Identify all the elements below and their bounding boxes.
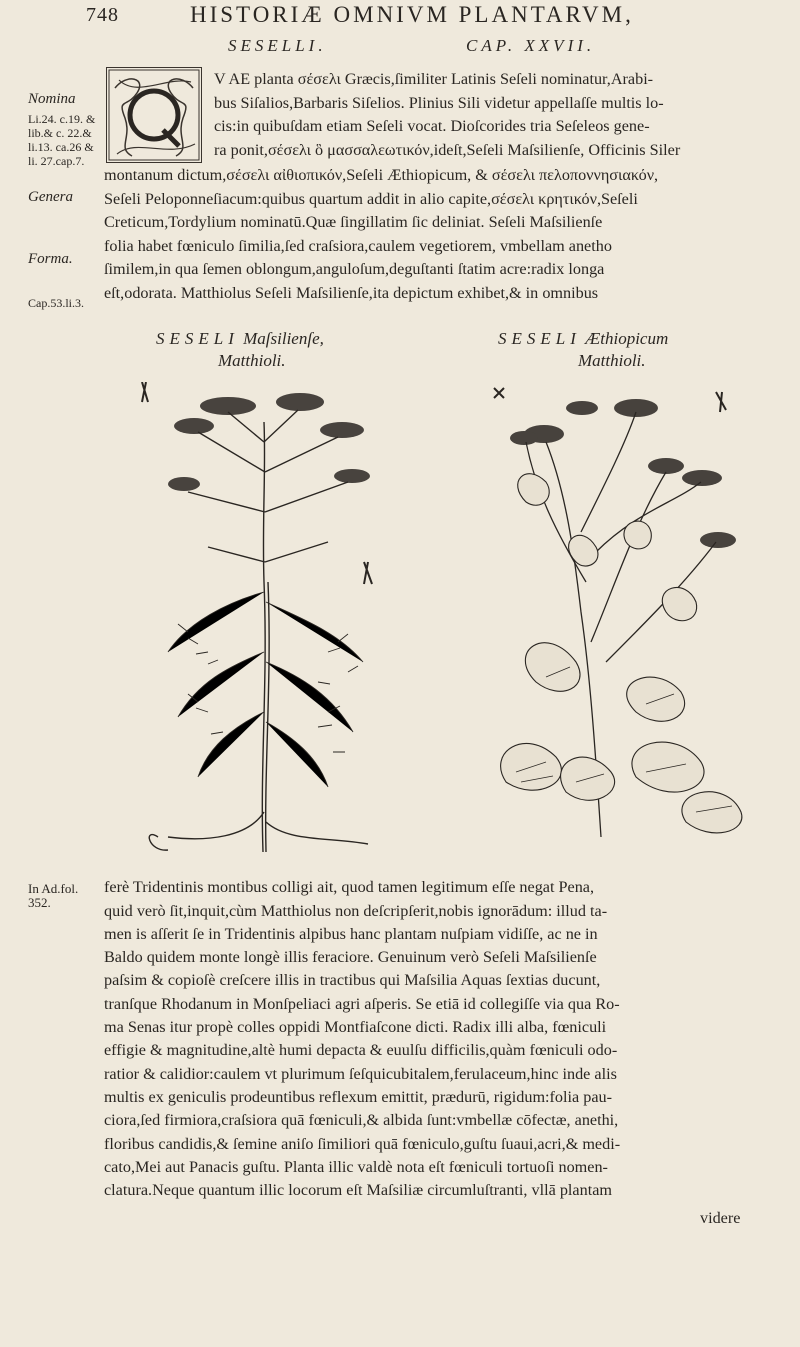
intro-line: Seſeli Peloponneſiacum:quibus quartum addit in alio capite,σέσελι κρητικόν,Seſeli — [104, 190, 638, 208]
caption-right: SESELI Æthiopicum Matthioli. — [498, 329, 669, 370]
margin-note-nomina: Nomina — [28, 91, 76, 107]
catchword: videre — [700, 1209, 741, 1227]
intro-line: montanum dictum,σέσελι αἰθιοπικόν,Seſeli Æthiopicum, & σέσελι πελοποννησιακόν, — [104, 166, 659, 184]
margin-note-adfol: In Ad.fol. 352. — [28, 881, 79, 910]
intro-line: eſt,odorata. Matthiolus Seſeli Maſsilienſe,ita depictum exhibet,& in omnibus — [104, 284, 599, 302]
intro-line: Creticum,Tordylium nominatū.Quæ ſingillatim ſic deliniat. Seſeli Maſsilienſe — [104, 213, 603, 231]
woodcut-seseli-massiliense — [128, 382, 398, 867]
body-line: clatura.Neque quantum illic locorum eſt Maſsiliæ circumluſtranti, vllā plantam — [104, 1181, 612, 1199]
body-line: floribus candidis,& ſemine aniſo ſimiliori quā fœniculo,guſtu ſuaui,acri,& medi- — [104, 1135, 621, 1153]
page-number: 748 — [86, 4, 119, 26]
body-line: ratior & calidior:caulem vt plurimum ſeſquicubitalem,ferulaceum,hinc inde alis — [104, 1065, 617, 1083]
woodcut-seseli-aethiopicum — [486, 382, 754, 857]
decorated-initial-q — [106, 67, 202, 163]
caption-left: SESELI Maſsilienſe, Matthioli. — [156, 329, 324, 370]
running-title: HISTORIÆ OMNIVM PLANTARVM, — [190, 2, 634, 27]
body-line: effigie & magnitudine,altè humi depacta & euulſu difficilis,quàm fœniculi odo- — [104, 1041, 618, 1059]
body-line: ma Senas itur propè colles oppidi Montfiaſcone dicti. Radix illi alba, fœniculi — [104, 1018, 607, 1036]
body-line: paſsim & copioſè creſcere illis in tractibus qui Maſsilia Aquas ſextias ducunt, — [104, 971, 601, 989]
body-line: cato,Mei aut Panacis guſtu. Planta illic valdè nota eſt fœniculi tortuoſi nomen- — [104, 1158, 608, 1176]
body-line: Baldo quidem monte longè illis feraciore. Genuinum verò Seſeli Maſsilienſe — [104, 948, 597, 966]
intro-line: ſimilem,in qua ſemen oblongum,anguloſum,deguſtanti ſtatim acre:radix longa — [104, 260, 605, 278]
intro-line: folia habet fœniculo ſimilia,ſed craſsiora,caulem vegetiorem, vmbellam anetho — [104, 237, 612, 255]
intro-line: bus Siſalios,Barbaris Siſelios. Plinius Sili videtur appellaſſe multis lo- — [214, 94, 664, 112]
intro-line: V AE planta σέσελι Græcis,ſimiliter Latinis Seſeli nominatur,Arabi- — [214, 70, 654, 88]
body-line: multis ex geniculis prodeuntibus reflexum emittit, prædurū, rigidum:folia pau- — [104, 1088, 613, 1106]
intro-line: ra ponit,σέσελι ὃ μασσαλεωτικόν,ideſt,Seſeli Maſsilienſe, Officinis Siler — [214, 141, 681, 159]
body-line: men is aſſerit ſe in Tridentinis alpibus hanc plantam nuſpiam vidiſſe, ac ne in — [104, 925, 598, 943]
chapter-title: CAP. XXVII. — [466, 36, 596, 55]
margin-note-forma: Forma. — [28, 251, 73, 267]
body-line: ciora,ſed firmiora,craſsiora quā fœniculi,& albida ſunt:vmbellæ cōfectæ, anethi, — [104, 1111, 619, 1129]
body-line: ferè Tridentinis montibus colligi ait, quod tamen legitimum eſſe negat Pena, — [104, 878, 595, 896]
margin-note-genera: Genera — [28, 189, 73, 205]
margin-note-cap: Cap.53.li.3. — [28, 296, 84, 310]
section-title: SESELLI. — [228, 36, 327, 55]
body-line: tranſque Rhodanum in Monſpeliaci agri aſperis. Se etiā id collegiſſe via qua Ro- — [104, 995, 620, 1013]
margin-note-refs: Li.24. c.19. & lib.& c. 22.& li.13. ca.26 & li. 27.cap.7. — [28, 112, 96, 168]
intro-line: cis:in quibuſdam etiam Seſeli vocat. Dioſcorides tria Seſeleos gene- — [214, 117, 650, 135]
body-line: quid verò ſit,inquit,cùm Matthiolus non deſcripſerit,nobis ignorādum: illud ta- — [104, 902, 608, 920]
